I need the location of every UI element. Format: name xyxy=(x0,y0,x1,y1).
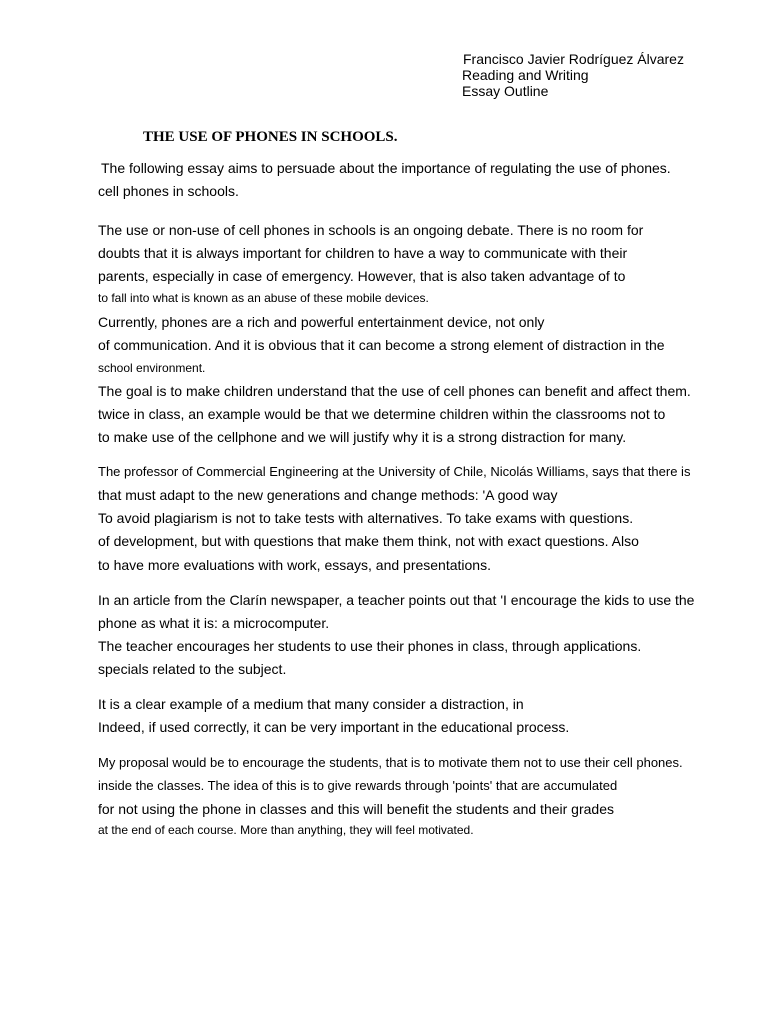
body-line: twice in class, an example would be that we determine children within the classrooms not to xyxy=(98,406,666,422)
body-line: The goal is to make children understand that the use of cell phones can benefit and affect them. xyxy=(98,383,691,399)
body-line: phone as what it is: a microcomputer. xyxy=(98,615,330,631)
body-line: for not using the phone in classes and this will benefit the students and their grades xyxy=(98,801,614,817)
body-line: to have more evaluations with work, essays, and presentations. xyxy=(98,557,491,573)
body-line: at the end of each course. More than anything, they will feel motivated. xyxy=(98,823,474,837)
body-line: In an article from the Clarín newspaper, a teacher points out that 'I encourage the kids to use the xyxy=(98,592,695,608)
body-line: doubts that it is always important for children to have a way to communicate with their xyxy=(98,245,628,261)
body-line: that must adapt to the new generations and change methods: 'A good way xyxy=(98,487,558,503)
body-line: Indeed, if used correctly, it can be very important in the educational process. xyxy=(98,719,570,735)
body-line: inside the classes. The idea of this is to give rewards through 'points' that are accumulated xyxy=(98,778,618,793)
body-line: The professor of Commercial Engineering at the University of Chile, Nicolás Williams, says that there is xyxy=(98,464,691,479)
body-line: Currently, phones are a rich and powerful entertainment device, not only xyxy=(98,314,545,330)
author-name: Francisco Javier Rodríguez Álvarez xyxy=(463,51,684,67)
body-line: The use or non-use of cell phones in schools is an ongoing debate. There is no room for xyxy=(98,222,644,238)
body-line: The following essay aims to persuade about the importance of regulating the use of phones. xyxy=(101,160,671,176)
body-line: of development, but with questions that make them think, not with exact questions. Also xyxy=(98,533,639,549)
body-line: parents, especially in case of emergency. However, that is also taken advantage of to xyxy=(98,268,626,284)
body-line: It is a clear example of a medium that many consider a distraction, in xyxy=(98,696,524,712)
assignment-name: Essay Outline xyxy=(462,83,549,99)
course-name: Reading and Writing xyxy=(462,67,589,83)
essay-title: THE USE OF PHONES IN SCHOOLS. xyxy=(143,129,398,145)
body-line: The teacher encourages her students to use their phones in class, through applications. xyxy=(98,638,642,654)
document-header xyxy=(462,51,684,99)
body-line: to make use of the cellphone and we will justify why it is a strong distraction for many. xyxy=(98,429,627,445)
body-line: of communication. And it is obvious that it can become a strong element of distraction in the xyxy=(98,337,665,353)
body-line: My proposal would be to encourage the students, that is to motivate them not to use their cell phones. xyxy=(98,755,683,770)
body-line: specials related to the subject. xyxy=(98,661,287,677)
body-line: to fall into what is known as an abuse of these mobile devices. xyxy=(98,291,429,305)
body-line: school environment. xyxy=(98,361,206,375)
body-line: cell phones in schools. xyxy=(98,183,239,199)
body-line: To avoid plagiarism is not to take tests with alternatives. To take exams with questions. xyxy=(98,510,634,526)
